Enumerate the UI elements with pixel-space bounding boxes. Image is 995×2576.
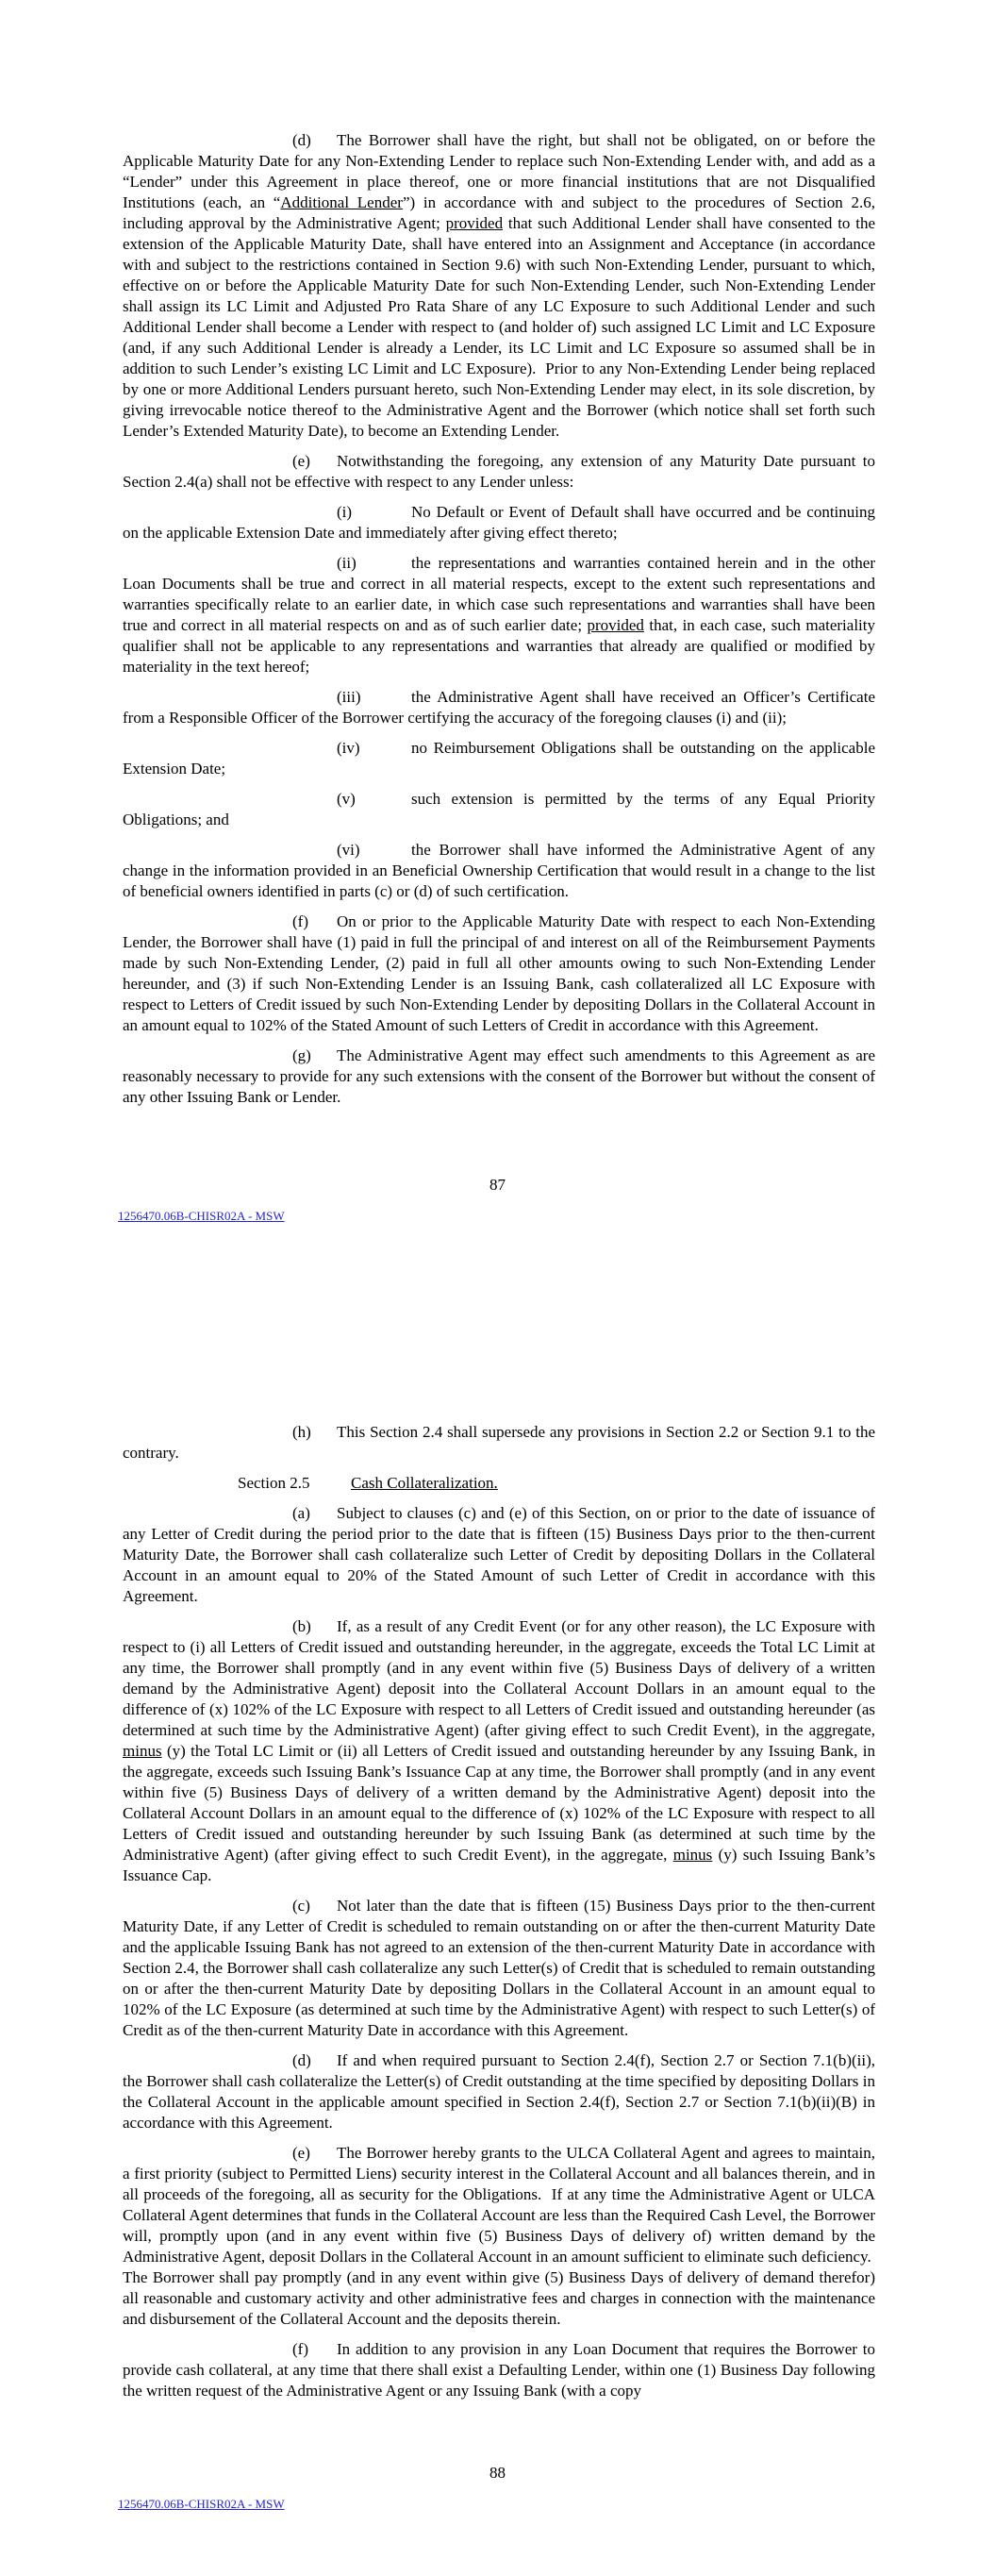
paragraph-label: (i) [337, 503, 353, 521]
paragraph [123, 2050, 875, 2133]
text-run: The Borrower shall have the right, but shall not be obligated, on or before the Applicable Maturity Date for any Non-Extending Lender to replace such Non-Extending Lender with, and add as a “Lender” under this Agreement in place thereof, one or more financial institutions that are not Disqualified Institutions (each, an “ [123, 131, 875, 211]
paragraph-label: (h) [292, 1423, 311, 1441]
paragraph [123, 687, 875, 728]
text-run: The Administrative Agent may effect such amendments to this Agreement as are reasonably necessary to provide for any such extensions with the consent of the Borrower but without the consent of any other Issuing Bank or Lender. [123, 1046, 875, 1106]
paragraph-label: (iv) [337, 739, 360, 757]
paragraph [123, 1503, 875, 1607]
underlined-term: provided [587, 616, 644, 634]
underlined-term: Additional Lender [280, 193, 403, 211]
paragraph [123, 1616, 875, 1886]
paragraph-label: (g) [292, 1046, 311, 1064]
paragraph [123, 1045, 875, 1108]
footer-doc-id-link[interactable]: 1256470.06B-CHISR02A - MSW [118, 1209, 285, 1223]
text-run: If and when required pursuant to Section 2.4(f), Section 2.7 or Section 7.1(b)(ii), the Borrower shall cash collateralize the Letter(s) of Credit outstanding at the time specified by depositing Dollars in the Collateral Account in the applicable amount specified in Section 2.4(f), Section 2.7 or Section 7.1(b)(ii)(B) in accordance with this Agreement. [123, 2051, 875, 2132]
page-number: 88 [489, 2464, 506, 2482]
text-run: The Borrower hereby grants to the ULCA Collateral Agent and agrees to maintain, a first priority (subject to Permitted Liens) security interest in the Collateral Account and all balances therein, and in all proceeds of the foregoing, all as security for the Obligations. If at any time the Administrative Agent or ULCA Collateral Agent determines that funds in the Collateral Account are less than the Required Cash Level, the Borrower will, promptly upon (and in any event within five (5) Business Days of delivery of) written demand by the Administrative Agent, deposit Dollars in the Collateral Account in an amount sufficient to eliminate such deficiency. The Borrower shall pay promptly (and in any event within give (5) Business Days of delivery of demand therefor) all reasonable and customary activity and other administrative fees and charges in connection with the maintenance and disbursement of the Collateral Account and the deposits therein. [123, 2144, 875, 2328]
text-run: the Administrative Agent shall have received an Officer’s Certificate from a Responsible Officer of the Borrower certifying the accuracy of the foregoing clauses (i) and (ii); [123, 688, 875, 727]
text-run: This Section 2.4 shall supersede any provisions in Section 2.2 or Section 9.1 to the contrary. [123, 1423, 875, 1462]
text-run: (y) such Issuing Bank’s Issuance Cap. [123, 1846, 875, 1884]
text-run: the representations and warranties contained herein and in the other Loan Documents shall be true and correct in all material respects, except to the extent such representations and warranties specifically relate to an earlier date, in which case such representations and warranties shall have been true and correct in all material respects on and as of such earlier date; [123, 554, 875, 634]
text-run: no Reimbursement Obligations shall be outstanding on the applicable Extension Date; [123, 739, 875, 778]
document-footer [118, 2497, 285, 2512]
page-number: 87 [489, 1176, 506, 1194]
paragraph-label: (f) [292, 912, 308, 930]
text-run: (y) the Total LC Limit or (ii) all Letters of Credit issued and outstanding hereunder by any Issuing Bank, in the aggregate, exceeds such Issuing Bank’s Issuance Cap at any time, the Borrower shall promptly (and in any event within five (5) Business Days of delivery of a written demand by the Administrative Agent) deposit into the Collateral Account Dollars in an amount equal to the difference of (x) 102% of the LC Exposure with respect to all Letters of Credit issued and outstanding hereunder by such Issuing Bank (as determined at such time by the Administrative Agent) (after giving effect to such Credit Event), in the aggregate, [123, 1742, 875, 1864]
text-run: Not later than the date that is fifteen (15) Business Days prior to the then-current Maturity Date, if any Letter of Credit is scheduled to remain outstanding on or after the then-current Maturity Date and the applicable Issuing Bank has not agreed to an extension of the then-current Maturity Date in accordance with Section 2.4, the Borrower shall cash collateralize any such Letter(s) of Credit that is scheduled to remain outstanding on or after the then-current Maturity Date by depositing Dollars in the Collateral Account in an amount equal to 102% of the LC Exposure (as determined at such time by the Administrative Agent) with respect to such Letter(s) of Credit as of the then-current Maturity Date in accordance with this Agreement. [123, 1897, 875, 2039]
paragraph-label: (vi) [337, 841, 360, 859]
paragraph [123, 2143, 875, 2330]
underlined-term: Cash Collateralization. [351, 1474, 498, 1492]
paragraph [123, 502, 875, 544]
section-heading [123, 1473, 875, 1494]
footer-doc-id-link[interactable]: 1256470.06B-CHISR02A - MSW [118, 2497, 285, 2511]
text-run: Subject to clauses (c) and (e) of this Section, on or prior to the date of issuance of any Letter of Credit during the period prior to the date that is fifteen (15) Business Days prior to the then-current Maturity Date, the Borrower shall cash collateralize such Letter of Credit by depositing Dollars in the Collateral Account in an amount equal to 20% of the Stated Amount of such Letter of Credit in accordance with this Agreement. [123, 1504, 875, 1605]
text-run: that, in each case, such materiality qualifier shall not be applicable to any representations and warranties that already are qualified or modified by materiality in the text hereof; [123, 616, 875, 676]
underlined-term: minus [672, 1846, 713, 1864]
paragraph-label: (iii) [337, 688, 361, 706]
text-run: Notwithstanding the foregoing, any extension of any Maturity Date pursuant to Section 2.4(a) shall not be effective with respect to any Lender unless: [123, 452, 875, 491]
paragraph [123, 738, 875, 779]
page-body [123, 1422, 875, 2411]
paragraph-label: (ii) [337, 554, 357, 572]
paragraph-label: (c) [292, 1897, 310, 1915]
paragraph-label: (f) [292, 2340, 308, 2358]
paragraph [123, 840, 875, 902]
text-run: the Borrower shall have informed the Administrative Agent of any change in the information provided in an Beneficial Ownership Certification that would result in a change to the list of beneficial owners identified in parts (c) or (d) of such certification. [123, 841, 875, 900]
section-number-label: Section 2.5 [238, 1474, 310, 1492]
page-body [123, 130, 875, 1117]
paragraph-label: (a) [292, 1504, 310, 1522]
paragraph [123, 1422, 875, 1464]
paragraph [123, 912, 875, 1036]
paragraph-label: (d) [292, 2051, 311, 2069]
paragraph [123, 1896, 875, 2041]
paragraph-label: (d) [292, 131, 311, 149]
paragraph [123, 2339, 875, 2401]
document-footer [118, 1209, 285, 1224]
document-page-88 [0, 1288, 995, 2576]
text-run: such extension is permitted by the terms of any Equal Priority Obligations; and [123, 790, 875, 828]
text-run: that such Additional Lender shall have consented to the extension of the Applicable Maturity Date, shall have entered into an Assignment and Acceptance (in accordance with and subject to the restrictions contained in Section 9.6) with such Non-Extending Lender, pursuant to which, effective on or before the Applicable Maturity Date for such Non-Extending Lender, such Non-Extending Lender shall assign its LC Limit and Adjusted Pro Rata Share of any LC Exposure to such Additional Lender and such Additional Lender shall become a Lender with respect to (and holder of) such assigned LC Limit and LC Exposure (and, if any such Additional Lender is already a Lender, its LC Limit and LC Exposure so assumed shall be in addition to such Lender’s existing LC Limit and LC Exposure). Prior to any Non-Extending Lender being replaced by one or more Additional Lenders pursuant hereto, such Non-Extending Lender may elect, in its sole discretion, by giving irrevocable notice thereof to the Administrative Agent and the Borrower (which notice shall set forth such Lender’s Extended Maturity Date), to become an Extending Lender. [123, 214, 875, 440]
paragraph [123, 553, 875, 677]
underlined-term: provided [445, 214, 504, 232]
paragraph-label: (b) [292, 1617, 311, 1635]
paragraph-label: (e) [292, 2144, 310, 2162]
text-run: On or prior to the Applicable Maturity Date with respect to each Non-Extending Lender, the Borrower shall have (1) paid in full the principal of and interest on all of the Reimbursement Payments made by such Non-Extending Lender, (2) paid in full all other amounts owing to such Non-Extending Lender hereunder, and (3) if such Non-Extending Lender is an Issuing Bank, cash collateralized all LC Exposure with respect to Letters of Credit issued by such Non-Extending Lender by depositing Dollars in the Collateral Account in an amount equal to 102% of the Stated Amount of such Letters of Credit in accordance with this Agreement. [123, 912, 875, 1034]
paragraph [123, 451, 875, 493]
paragraph-label: (v) [337, 790, 356, 808]
text-run: In addition to any provision in any Loan Document that requires the Borrower to provide cash collateral, at any time that there shall exist a Defaulting Lender, within one (1) Business Day following the written request of the Administrative Agent or any Issuing Bank (with a copy [123, 2340, 875, 2400]
text-run: If, as a result of any Credit Event (or for any other reason), the LC Exposure with respect to (i) all Letters of Credit issued and outstanding hereunder, in the aggregate, exceeds the Total LC Limit at any time, the Borrower shall promptly (and in any event within five (5) Business Days of delivery of a written demand by the Administrative Agent) deposit into the Collateral Account Dollars in an amount equal to the difference of (x) 102% of the LC Exposure with respect to all Letters of Credit issued and outstanding hereunder (as determined at such time by the Administrative Agent) (after giving effect to such Credit Event), in the aggregate, [123, 1617, 875, 1739]
paragraph [123, 789, 875, 830]
paragraph-label: (e) [292, 452, 310, 470]
paragraph [123, 130, 875, 442]
text-run: No Default or Event of Default shall have occurred and be continuing on the applicable Extension Date and immediately after giving effect thereto; [123, 503, 875, 542]
underlined-term: minus [123, 1742, 162, 1760]
text-run: ”) in accordance with and subject to the procedures of Section 2.6, including approval by the Administrative Agent; [123, 193, 875, 232]
